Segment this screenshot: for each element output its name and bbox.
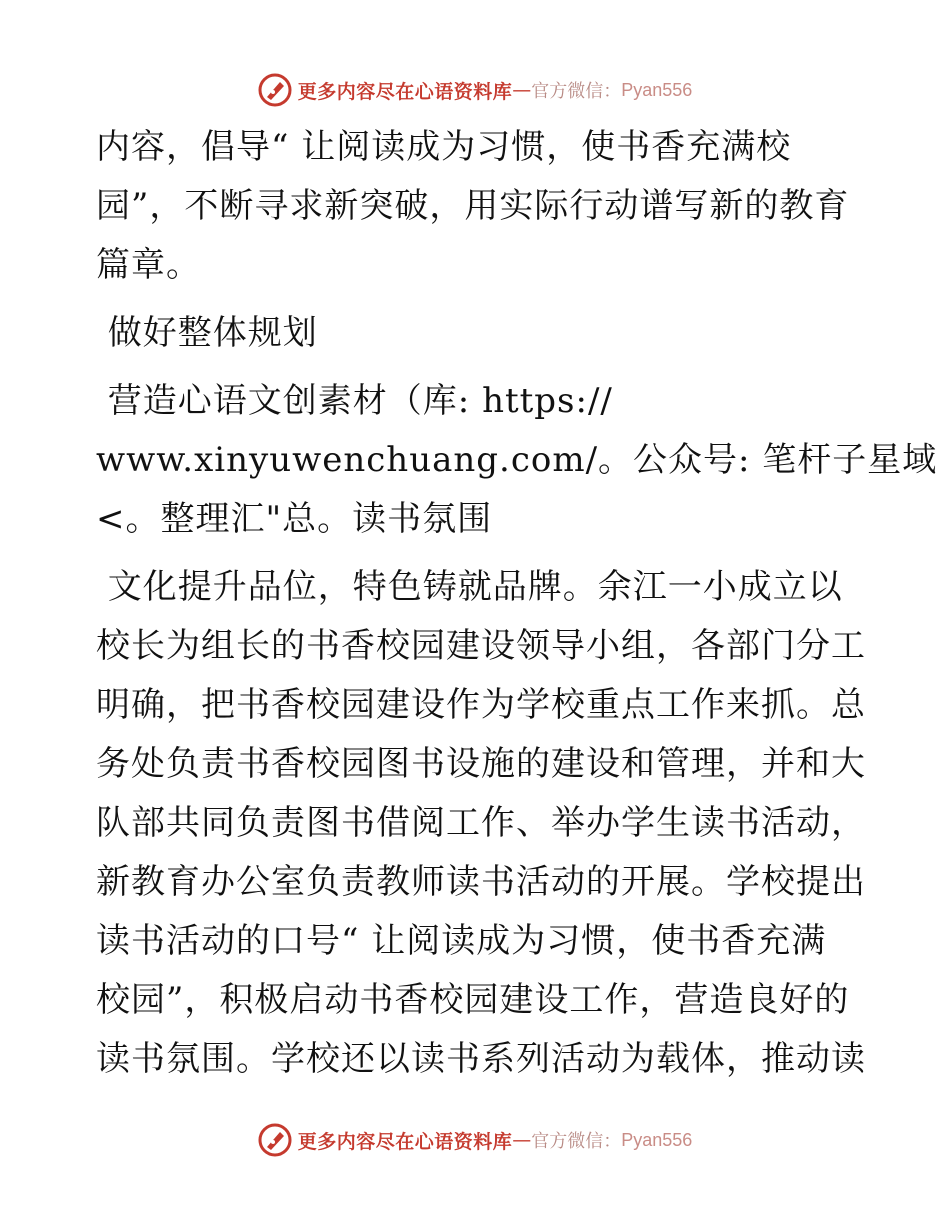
text-line: 营造心语文创素材（库: https:// [96, 381, 613, 421]
banner-label: 官方微信： [531, 81, 622, 102]
banner-separator: — [512, 79, 532, 101]
footer-banner [0, 1120, 950, 1160]
paragraph [96, 558, 866, 1089]
header-banner [0, 70, 950, 110]
text-line: 队部共同负责图书借阅工作、举办学生读书活动， [96, 803, 866, 843]
text-line: 校长为组长的书香校园建设领导小组，各部门分工 [96, 626, 866, 666]
text-line: 内容，倡导“ 让阅读成为习惯，使书香充满校 [96, 127, 792, 167]
text-line: <。整理汇"总。读书氛围 [96, 499, 493, 539]
banner-handle: Pyan556 [621, 1129, 693, 1150]
text-line: 明确，把书香校园建设作为学校重点工作来抓。总 [96, 685, 866, 725]
text-line: www.xinyuwenchuang.com/。公众号: 笔杆子星域 [96, 440, 938, 480]
text-line: 做好整体规划 [96, 313, 318, 353]
banner-text: 更多内容尽在心语资料库 [297, 1130, 513, 1153]
banner-label: 官方微信： [531, 1131, 622, 1152]
text-line: 新教育办公室负责教师读书活动的开展。学校提出 [96, 862, 866, 902]
paragraph [96, 372, 938, 549]
pen-circle-logo-icon [258, 73, 292, 107]
text-line: 务处负责书香校园图书设施的建设和管理，并和大 [96, 744, 866, 784]
text-line: 园”，不断寻求新突破，用实际行动谱写新的教育 [96, 186, 850, 226]
text-line: 读书活动的口号“ 让阅读成为习惯，使书香充满 [96, 921, 827, 961]
text-line: 校园”，积极启动书香校园建设工作，营造良好的 [96, 980, 850, 1020]
banner-handle: Pyan556 [621, 79, 693, 100]
paragraph [96, 118, 856, 295]
banner-separator: — [512, 1129, 532, 1151]
document-body [96, 118, 938, 1089]
pen-circle-logo-icon [258, 1123, 292, 1157]
banner-text: 更多内容尽在心语资料库 [297, 80, 513, 103]
section-heading [96, 304, 856, 363]
text-line: 读书氛围。学校还以读书系列活动为载体，推动读 [96, 1039, 866, 1079]
text-line: 篇章。 [96, 245, 201, 285]
text-line: 文化提升品位，特色铸就品牌。余江一小成立以 [96, 567, 843, 607]
